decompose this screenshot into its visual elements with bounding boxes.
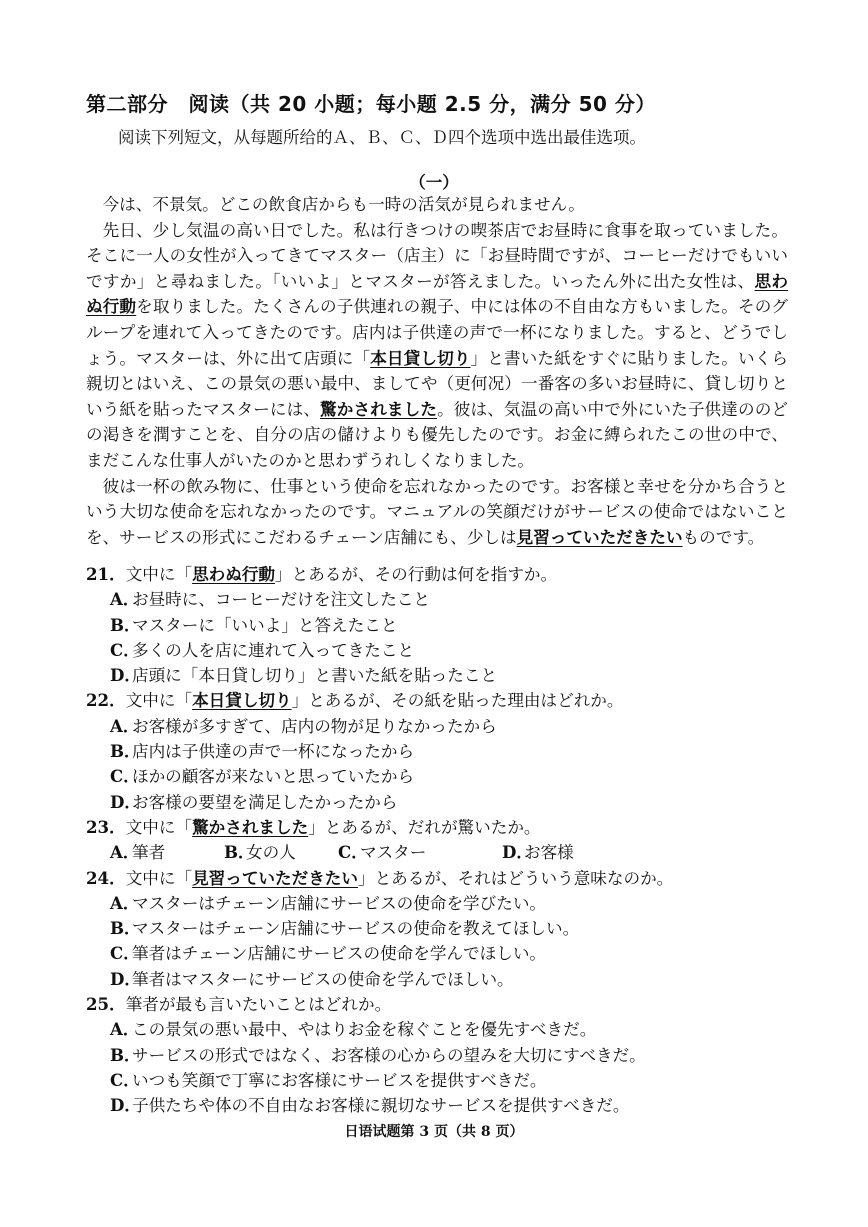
option-text: 筆者はチェーン店舗にサービスの使命を学んでほしい。	[132, 944, 547, 964]
option-letter: B．	[224, 842, 255, 863]
option-letter: B．	[110, 741, 141, 762]
answer-option[interactable]	[86, 941, 806, 966]
underlined-phrase: 思わぬ行動	[86, 270, 788, 317]
passage-paragraph-1: 今は、不景気。どこの飲食店からも一時の活気が見られません。	[102, 195, 585, 214]
passage-text: 。彼は、気温の高い中で外にいた子供達ののどの渇きを潤すことを、自分の店の儲けよりも優先したのです。お金に縛られたこの世の中で、まだこんな仕事人がいたのかと思わずうれしくなりました。	[86, 399, 789, 470]
option-text: 筆者	[132, 843, 166, 863]
option-text: 店内は子供達の声で一杯になったから	[132, 742, 415, 762]
answer-option[interactable]	[86, 790, 806, 815]
option-letter: C．	[110, 1069, 140, 1090]
option-text: マスター	[360, 843, 427, 863]
question-text: 文中に「	[125, 691, 193, 711]
option-letter: A．	[110, 589, 140, 610]
passage-paragraph-2	[86, 218, 788, 474]
answer-option[interactable]	[86, 1043, 806, 1068]
option-text: マスターに「いいよ」と答えたこと	[132, 615, 398, 635]
option-letter: C．	[110, 766, 140, 787]
question-text: 筆者が最も言いたいことはどれか。	[125, 995, 392, 1015]
underlined-phrase: 驚かされました	[192, 816, 309, 837]
question-stem	[86, 866, 806, 891]
passage-text: 先日、少し気温の高い日でした。私は行きつけの喫茶店でお昼時に食事を取っていました。そこに一人の女性が入ってきてマスター（店主）に「お昼時間ですが、コーヒーだけでもいいですか」と尋ねました。「いいよ」とマスターが答えました。いったん外に出た女性は、	[86, 220, 788, 291]
answer-option[interactable]	[86, 587, 806, 612]
answer-option[interactable]	[224, 840, 338, 865]
option-text: お客様	[524, 843, 574, 863]
question-number: 24．	[86, 867, 126, 888]
answer-option[interactable]	[86, 638, 806, 663]
option-text: 多くの人を店に連れて入ってきたこと	[132, 640, 415, 660]
option-text: サービスの形式ではなく、お客様の心からの望みを大切にすべきだ。	[132, 1045, 646, 1065]
answer-option[interactable]	[86, 714, 806, 739]
question-stem	[86, 562, 806, 587]
option-text: 店頭に「本日貸し切り」と書いた紙を貼ったこと	[132, 666, 498, 686]
answer-option[interactable]	[86, 1068, 806, 1093]
instruction-text: 阅读下列短文，从每题所给的Ａ、Ｂ、Ｃ、Ｄ四个选项中选出最佳选项。	[118, 128, 646, 147]
passage-text: ものです。	[682, 527, 765, 547]
question-text: 」とあるが、その行動は何を指すか。	[275, 565, 558, 584]
option-letter: C．	[110, 943, 140, 964]
answer-option[interactable]	[502, 840, 616, 865]
option-letter: D．	[502, 842, 533, 863]
option-text: ほかの顧客が来ないと思っていたから	[132, 767, 415, 787]
option-letter: D．	[110, 1095, 141, 1116]
option-letter: D．	[110, 791, 141, 812]
option-text: 女の人	[246, 843, 296, 863]
question-text: 」とあるが、それはどういう意味なのか。	[358, 868, 674, 888]
answer-option[interactable]	[110, 840, 224, 865]
option-letter: A．	[110, 715, 140, 736]
question-stem	[86, 992, 806, 1017]
answer-option[interactable]	[86, 663, 806, 688]
question-number: 25．	[86, 994, 126, 1015]
question-text: 」とあるが、その紙を貼った理由はどれか。	[291, 691, 624, 711]
answer-option[interactable]	[86, 739, 806, 764]
passage-number: （一）	[409, 173, 459, 192]
option-letter: A．	[110, 1019, 140, 1040]
reading-passage	[86, 192, 788, 550]
option-letter: D．	[110, 968, 141, 989]
question-list	[86, 562, 806, 1119]
page-footer: 日语试题第 3 页（共 8 页）	[344, 1124, 524, 1140]
question-text: 文中に「	[125, 868, 193, 888]
option-letter: B．	[110, 1044, 141, 1065]
answer-option[interactable]	[86, 916, 806, 941]
option-text: 筆者はマスターにサービスの使命を学んでほしい。	[132, 969, 514, 989]
option-letter: A．	[110, 892, 140, 913]
answer-option[interactable]	[86, 764, 806, 789]
underlined-phrase: 思わぬ行動	[192, 564, 276, 584]
underlined-phrase: 見習っていただきたい	[192, 867, 358, 888]
answer-option[interactable]	[86, 613, 806, 638]
question-stem	[86, 815, 806, 840]
option-text: お昼時に、コーヒーだけを注文したこと	[132, 590, 431, 610]
passage-text: を取りました。たくさんの子供連れの親子、中には体の不自由な方もいました。そのグループを連れて入ってきたのです。店内は子供達の声で一杯になりました。すると、どうでしょう。マスターは、外に出て店頭に「	[86, 297, 789, 368]
option-letter: A．	[110, 842, 140, 863]
underlined-phrase: 本日貸し切り	[370, 347, 471, 368]
option-letter: B．	[110, 918, 141, 939]
passage-paragraph-3	[86, 474, 788, 551]
option-text: お客様の要望を満足したかったから	[132, 792, 398, 812]
answer-option[interactable]	[86, 967, 806, 992]
answer-option[interactable]	[86, 1093, 806, 1118]
option-letter: C．	[338, 842, 368, 863]
answer-option[interactable]	[338, 840, 502, 865]
answer-option-row	[86, 840, 806, 865]
underlined-phrase: 驚かされました	[320, 398, 438, 419]
question-number: 22．	[86, 690, 126, 711]
underlined-phrase: 本日貸し切り	[192, 690, 292, 711]
option-letter: C．	[110, 639, 140, 660]
answer-option[interactable]	[86, 891, 806, 916]
section-title: 第二部分 阅读（共 20 小题；每小题 2.5 分，满分 50 分）	[86, 92, 656, 116]
passage-text: 彼は一杯の飲み物に、仕事という使命を忘れなかったのです。お客様と幸せを分かち合うという大切な使命を忘れなかったのです。マニュアルの笑顔だけがサービスの使命ではないことを、サービスの形式にこだわるチェーン店舗にも、少しは	[86, 476, 788, 547]
option-text: マスターはチェーン店舗にサービスの使命を学びたい。	[132, 893, 547, 913]
option-letter: B．	[110, 614, 141, 635]
question-number: 23．	[86, 816, 126, 837]
option-text: 子供たちや体の不自由なお客様に親切なサービスを提供すべきだ。	[132, 1096, 630, 1116]
question-text: 文中に「	[125, 817, 193, 837]
option-text: お客様が多すぎて、店内の物が足りなかったから	[132, 716, 497, 736]
question-stem	[86, 688, 806, 713]
question-text: 文中に「	[125, 565, 193, 584]
underlined-phrase: 見習っていただきたい	[516, 526, 683, 547]
answer-option[interactable]	[86, 1017, 806, 1042]
option-text: マスターはチェーン店舗にサービスの使命を教えてほしい。	[132, 919, 580, 939]
question-text: 」とあるが、だれが驚いたか。	[308, 817, 541, 837]
option-text: この景気の悪い最中、やはりお金を稼ぐことを優先すべきだ。	[132, 1020, 597, 1040]
question-number: 21．	[86, 564, 126, 584]
option-text: いつも笑顔で丁寧にお客様にサービスを提供すべきだ。	[132, 1070, 547, 1090]
option-letter: D．	[110, 665, 141, 686]
passage-text: 」と書いた紙をすぐに貼りました。いくら親切とはいえ、この景気の悪い最中、ましてや（更何况）一番客の多いお昼時に、貸し切りという紙を貼ったマスターには、	[86, 348, 789, 419]
